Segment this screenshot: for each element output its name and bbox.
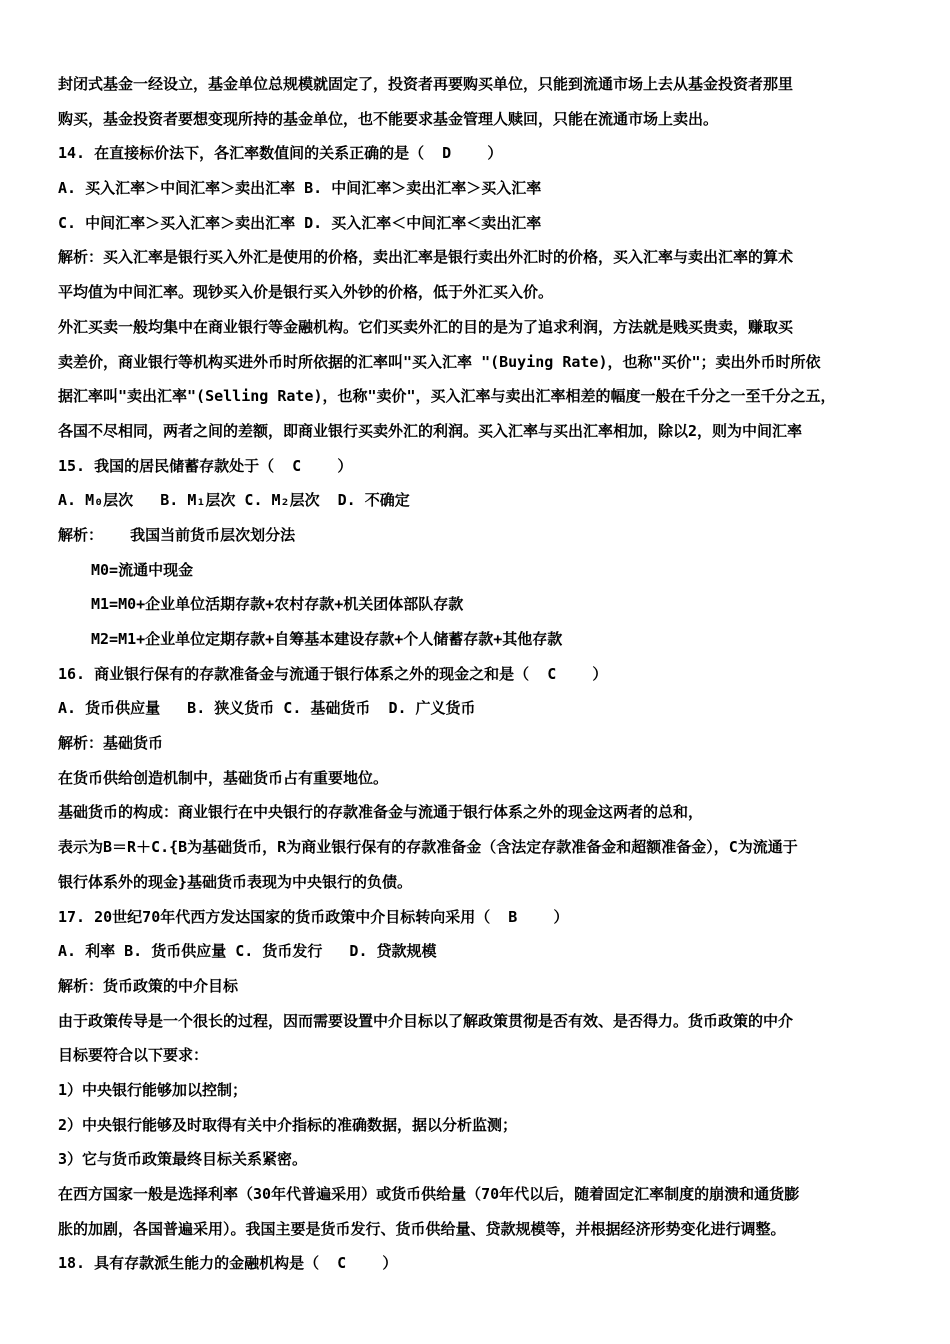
text-line: 解析：基础货币 [58, 734, 164, 753]
text-line: 卖差价，商业银行等机构买进外币时所依据的汇率叫"买入汇率 "(Buying Rate)，也称"买价"；卖出外币时所依 [58, 352, 821, 371]
text-line: 2）中央银行能够及时取得有关中介指标的准确数据，据以分析监测； [58, 1115, 518, 1134]
text-line: 3）它与货币政策最终目标关系紧密。 [58, 1150, 308, 1169]
text-line: 封闭式基金一经设立，基金单位总规模就固定了，投资者再要购买单位，只能到流通市场上去从基金投资者那里 [58, 75, 794, 93]
text-line: 解析：买入汇率是银行买入外汇是使用的价格，卖出汇率是银行卖出外汇时的价格，买入汇率与卖出汇率的算术 [58, 248, 794, 267]
question-17: 17. 20世纪70年代西方发达国家的货币政策中介目标转向采用（ B ） [58, 907, 569, 926]
options-line: C. 中间汇率＞买入汇率＞卖出汇率 D. 买入汇率＜中间汇率＜卖出汇率 [58, 213, 542, 232]
text-line: 各国不尽相同，两者之间的差额，即商业银行买卖外汇的利润。买入汇率与买出汇率相加，除以2，则为中间汇率 [58, 421, 803, 440]
text-line: 银行体系外的现金}基础货币表现为中央银行的负债。 [58, 872, 413, 891]
question-16: 16. 商业银行保有的存款准备金与流通于银行体系之外的现金之和是（ C ） [58, 664, 608, 683]
text-line: 外汇买卖一般均集中在商业银行等金融机构。它们买卖外汇的目的是为了追求利润，方法就是贱买贵卖，赚取买 [58, 317, 794, 336]
indented-text-line: M0=流通中现金 [91, 560, 194, 579]
options-line: A. M₀层次 B. M₁层次 C. M₂层次 D. 不确定 [58, 491, 410, 510]
text-line: 解析： 我国当前货币层次划分法 [58, 525, 296, 544]
options-line: A. 买入汇率＞中间汇率＞卖出汇率 B. 中间汇率＞卖出汇率＞买入汇率 [58, 179, 542, 198]
indented-text-line: M1=M0+企业单位活期存款+农村存款+机关团体部队存款 [91, 595, 464, 614]
text-line: 基础货币的构成：商业银行在中央银行的存款准备金与流通于银行体系之外的现金这两者的总和， [58, 803, 704, 822]
question-14: 14. 在直接标价法下，各汇率数值间的关系正确的是（ D ） [58, 144, 503, 163]
indented-text-line: M2=M1+企业单位定期存款+自筹基本建设存款+个人储蓄存款+其他存款 [91, 630, 563, 648]
text-line: 表示为B＝R＋C.{B为基础货币，R为商业银行保有的存款准备金（含法定存款准备金和超额准备金），C为流通于 [58, 838, 798, 857]
question-15: 15. 我国的居民储蓄存款处于（ C ） [58, 456, 353, 475]
question-18: 18. 具有存款派生能力的金融机构是（ C ） [58, 1254, 398, 1273]
text-line: 目标要符合以下要求： [58, 1046, 209, 1065]
options-line: A. 货币供应量 B. 狭义货币 C. 基础货币 D. 广义货币 [58, 699, 476, 718]
text-line: 由于政策传导是一个很长的过程，因而需要设置中介目标以了解政策贯彻是否有效、是否得力。货币政策的中介 [58, 1011, 794, 1030]
text-line: 1）中央银行能够加以控制； [58, 1080, 248, 1099]
text-line: 在西方国家一般是选择利率（30年代普遍采用）或货币供给量（70年代以后，随着固定汇率制度的崩溃和通货膨 [58, 1185, 800, 1203]
text-line: 在货币供给创造机制中，基础货币占有重要地位。 [58, 768, 389, 787]
text-line: 解析：货币政策的中介目标 [58, 976, 239, 995]
options-line: A. 利率 B. 货币供应量 C. 货币发行 D. 贷款规模 [58, 942, 437, 961]
text-line: 胀的加剧，各国普遍采用）。我国主要是货币发行、货币供给量、贷款规模等，并根据经济形势变化进行调整。 [58, 1219, 786, 1238]
text-line: 据汇率叫"卖出汇率"(Selling Rate)，也称"卖价"，买入汇率与卖出汇率相差的幅度一般在千分之一至千分之五， [58, 387, 836, 406]
text-line: 购买，基金投资者要想变现所持的基金单位，也不能要求基金管理人赎回，只能在流通市场上卖出。 [58, 109, 719, 128]
text-line: 平均值为中间汇率。现钞买入价是银行买入外钞的价格，低于外汇买入价。 [58, 283, 554, 302]
